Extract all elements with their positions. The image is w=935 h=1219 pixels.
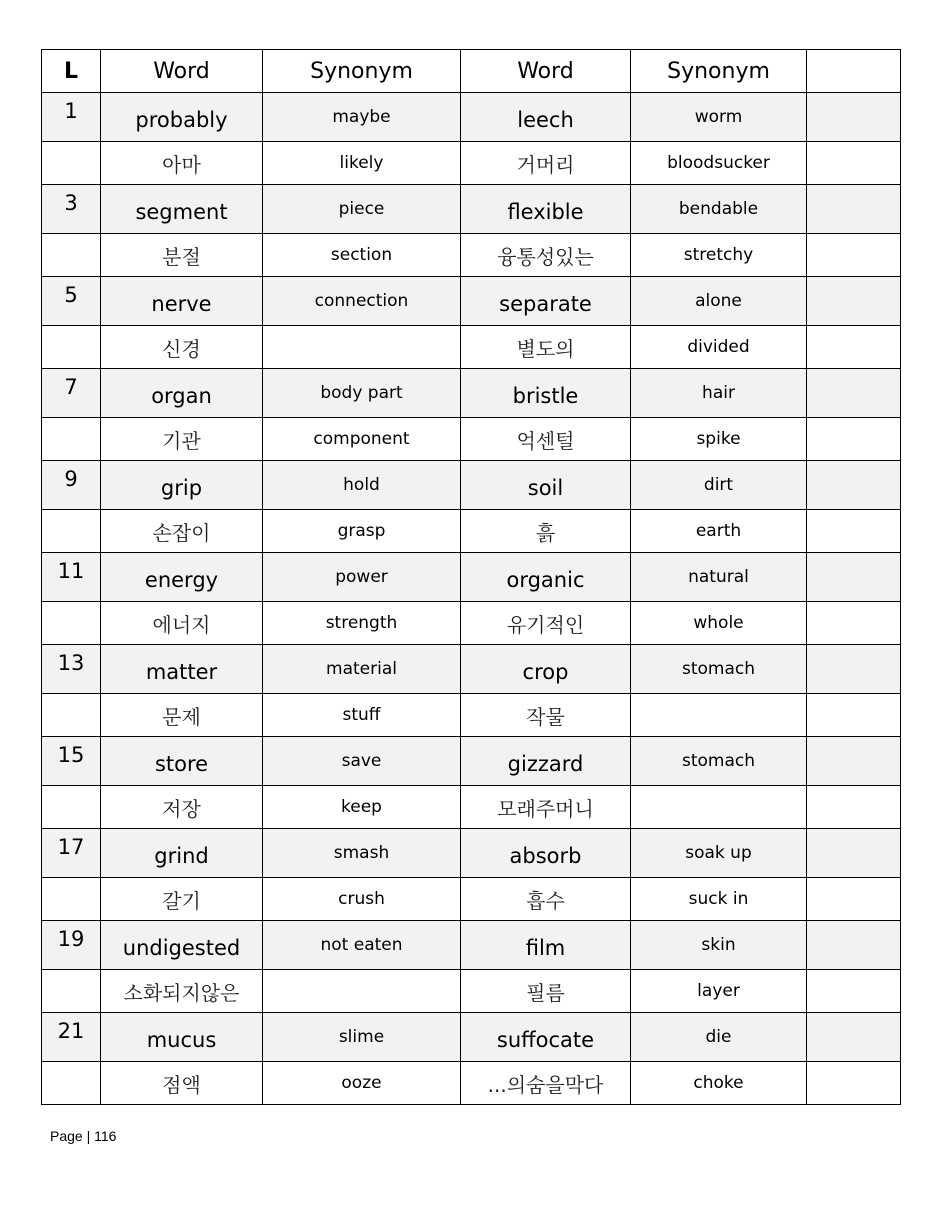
lesson-blank [42, 234, 101, 277]
word-2: soil [461, 461, 631, 510]
synonym-1: maybe [263, 93, 461, 142]
page-number: Page | 116 [50, 1128, 117, 1144]
lesson-blank [42, 694, 101, 737]
word-1: segment [101, 185, 263, 234]
synonym-1: save [263, 737, 461, 786]
lesson-number: 3 [42, 185, 101, 234]
word-2: gizzard [461, 737, 631, 786]
word-1: organ [101, 369, 263, 418]
lesson-number: 9 [42, 461, 101, 510]
blank-cell [807, 553, 901, 602]
blank-cell [807, 1062, 901, 1105]
synonym-2: natural [631, 553, 807, 602]
translation-row [42, 602, 901, 645]
synonym-extra-2: layer [631, 970, 807, 1013]
word-row [42, 921, 901, 970]
korean-translation-1: 분절 [101, 234, 263, 277]
synonym-extra-1: keep [263, 786, 461, 829]
lesson-number: 11 [42, 553, 101, 602]
word-2: suffocate [461, 1013, 631, 1062]
word-row [42, 369, 901, 418]
translation-row [42, 418, 901, 461]
korean-translation-2: 흙 [461, 510, 631, 553]
word-1: nerve [101, 277, 263, 326]
header-word-2: Word [461, 50, 631, 93]
header-synonym-1: Synonym [263, 50, 461, 93]
synonym-extra-1: ooze [263, 1062, 461, 1105]
lesson-blank [42, 878, 101, 921]
blank-cell [807, 510, 901, 553]
blank-cell [807, 142, 901, 185]
word-1: grip [101, 461, 263, 510]
synonym-extra-2: stretchy [631, 234, 807, 277]
synonym-2: bendable [631, 185, 807, 234]
synonym-extra-1 [263, 970, 461, 1013]
word-row [42, 185, 901, 234]
blank-cell [807, 461, 901, 510]
blank-cell [807, 326, 901, 369]
word-2: crop [461, 645, 631, 694]
korean-translation-2: 별도의 [461, 326, 631, 369]
translation-row [42, 1062, 901, 1105]
synonym-extra-2: spike [631, 418, 807, 461]
korean-translation-2: 유기적인 [461, 602, 631, 645]
korean-translation-2: 모래주머니 [461, 786, 631, 829]
synonym-2: alone [631, 277, 807, 326]
word-2: bristle [461, 369, 631, 418]
lesson-number: 5 [42, 277, 101, 326]
korean-translation-1: 아마 [101, 142, 263, 185]
korean-translation-1: 갈기 [101, 878, 263, 921]
synonym-extra-1: component [263, 418, 461, 461]
word-1: grind [101, 829, 263, 878]
synonym-extra-2: bloodsucker [631, 142, 807, 185]
synonym-2: skin [631, 921, 807, 970]
translation-row [42, 694, 901, 737]
translation-row [42, 142, 901, 185]
word-1: undigested [101, 921, 263, 970]
word-row [42, 461, 901, 510]
word-row [42, 277, 901, 326]
blank-cell [807, 234, 901, 277]
blank-cell [807, 418, 901, 461]
synonym-extra-1: stuff [263, 694, 461, 737]
blank-cell [807, 829, 901, 878]
synonym-1: body part [263, 369, 461, 418]
lesson-blank [42, 142, 101, 185]
blank-cell [807, 185, 901, 234]
word-2: organic [461, 553, 631, 602]
word-row [42, 553, 901, 602]
word-row [42, 1013, 901, 1062]
synonym-2: stomach [631, 645, 807, 694]
blank-cell [807, 878, 901, 921]
korean-translation-1: 점액 [101, 1062, 263, 1105]
lesson-blank [42, 786, 101, 829]
blank-cell [807, 970, 901, 1013]
blank-cell [807, 737, 901, 786]
lesson-blank [42, 1062, 101, 1105]
vocabulary-table [41, 49, 901, 1105]
word-1: matter [101, 645, 263, 694]
synonym-1: power [263, 553, 461, 602]
header-row [42, 50, 901, 93]
lesson-number: 13 [42, 645, 101, 694]
lesson-number: 7 [42, 369, 101, 418]
word-1: store [101, 737, 263, 786]
korean-translation-1: 소화되지않은 [101, 970, 263, 1013]
word-1: probably [101, 93, 263, 142]
word-2: film [461, 921, 631, 970]
lesson-blank [42, 602, 101, 645]
header-word-1: Word [101, 50, 263, 93]
synonym-extra-1 [263, 326, 461, 369]
korean-translation-1: 문제 [101, 694, 263, 737]
synonym-extra-1: section [263, 234, 461, 277]
synonym-1: connection [263, 277, 461, 326]
korean-translation-2: 흡수 [461, 878, 631, 921]
blank-cell [807, 93, 901, 142]
word-row [42, 829, 901, 878]
translation-row [42, 510, 901, 553]
blank-cell [807, 369, 901, 418]
synonym-extra-2 [631, 786, 807, 829]
word-2: leech [461, 93, 631, 142]
blank-cell [807, 786, 901, 829]
blank-cell [807, 602, 901, 645]
word-2: flexible [461, 185, 631, 234]
korean-translation-2: 필름 [461, 970, 631, 1013]
blank-cell [807, 277, 901, 326]
synonym-extra-1: strength [263, 602, 461, 645]
synonym-1: not eaten [263, 921, 461, 970]
synonym-1: hold [263, 461, 461, 510]
korean-translation-1: 저장 [101, 786, 263, 829]
word-2: absorb [461, 829, 631, 878]
translation-row [42, 970, 901, 1013]
synonym-2: hair [631, 369, 807, 418]
korean-translation-1: 기관 [101, 418, 263, 461]
header-synonym-2: Synonym [631, 50, 807, 93]
synonym-extra-2: suck in [631, 878, 807, 921]
blank-cell [807, 645, 901, 694]
lesson-number: 17 [42, 829, 101, 878]
synonym-1: material [263, 645, 461, 694]
korean-translation-2: 억센털 [461, 418, 631, 461]
synonym-2: worm [631, 93, 807, 142]
synonym-extra-1: crush [263, 878, 461, 921]
korean-translation-2: 작물 [461, 694, 631, 737]
lesson-blank [42, 970, 101, 1013]
translation-row [42, 786, 901, 829]
synonym-extra-2: earth [631, 510, 807, 553]
lesson-number: 21 [42, 1013, 101, 1062]
lesson-blank [42, 510, 101, 553]
blank-cell [807, 1013, 901, 1062]
synonym-1: piece [263, 185, 461, 234]
translation-row [42, 234, 901, 277]
lesson-blank [42, 418, 101, 461]
header-blank [807, 50, 901, 93]
word-row [42, 737, 901, 786]
translation-row [42, 878, 901, 921]
synonym-extra-1: likely [263, 142, 461, 185]
blank-cell [807, 694, 901, 737]
lesson-number: 1 [42, 93, 101, 142]
header-lesson: L [42, 50, 101, 93]
synonym-extra-2: whole [631, 602, 807, 645]
synonym-extra-2: choke [631, 1062, 807, 1105]
word-1: energy [101, 553, 263, 602]
korean-translation-2: 거머리 [461, 142, 631, 185]
korean-translation-1: 손잡이 [101, 510, 263, 553]
word-row [42, 645, 901, 694]
synonym-1: slime [263, 1013, 461, 1062]
synonym-extra-1: grasp [263, 510, 461, 553]
word-1: mucus [101, 1013, 263, 1062]
synonym-2: stomach [631, 737, 807, 786]
synonym-1: smash [263, 829, 461, 878]
synonym-extra-2: divided [631, 326, 807, 369]
korean-translation-1: 에너지 [101, 602, 263, 645]
lesson-number: 19 [42, 921, 101, 970]
korean-translation-2: ...의숨을막다 [461, 1062, 631, 1105]
synonym-2: soak up [631, 829, 807, 878]
synonym-2: dirt [631, 461, 807, 510]
synonym-2: die [631, 1013, 807, 1062]
lesson-number: 15 [42, 737, 101, 786]
word-2: separate [461, 277, 631, 326]
synonym-extra-2 [631, 694, 807, 737]
korean-translation-1: 신경 [101, 326, 263, 369]
translation-row [42, 326, 901, 369]
korean-translation-2: 융통성있는 [461, 234, 631, 277]
word-row [42, 93, 901, 142]
lesson-blank [42, 326, 101, 369]
blank-cell [807, 921, 901, 970]
